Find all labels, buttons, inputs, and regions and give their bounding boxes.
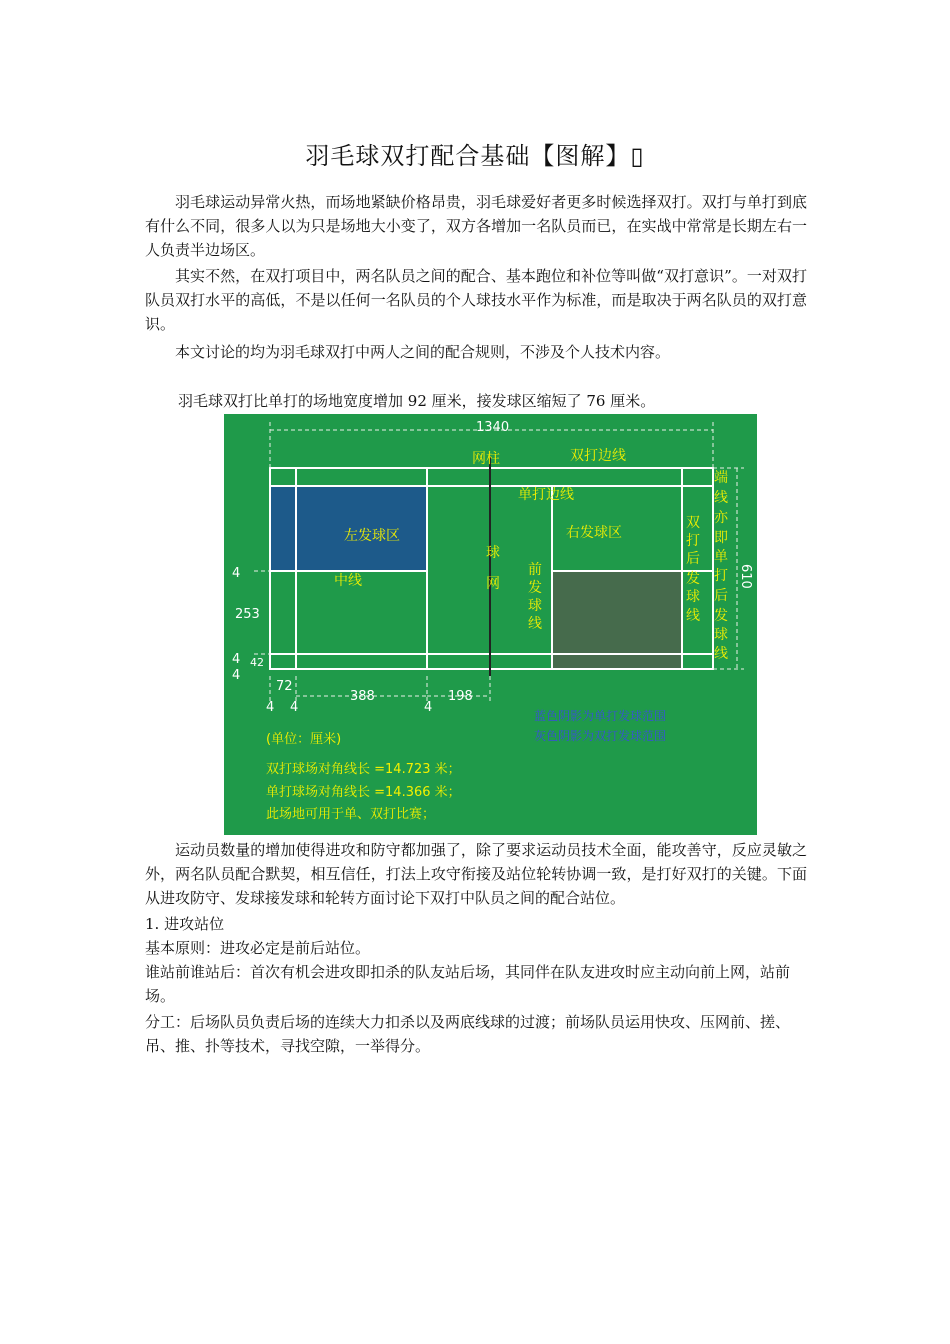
label-center-line: 中线	[334, 573, 362, 589]
dim-4-e: 4	[290, 700, 299, 715]
dim-width: 610	[738, 564, 753, 589]
label-back-4: 即	[714, 530, 728, 546]
note-usage: 此场地可用于单、双打比赛；	[266, 807, 436, 822]
label-back-5: 单	[714, 549, 728, 565]
label-net-post: 网柱	[472, 451, 500, 467]
dim-388: 388	[350, 689, 375, 704]
note-units: (单位：厘米)	[266, 732, 342, 747]
page-title	[0, 136, 950, 171]
body-paragraph: 运动员数量的增加使得进攻和防守都加强了，除了要求运动员技术全面，能攻善守，反应灵敏之外，两名队员配合默契，相互信任，打法上攻守衔接及站位轮转协调一致，是打好双打的关键。下面从进攻防守、发球接发球和轮转方面讨论下双打中队员之间的配合站位。	[145, 841, 807, 907]
label-dbl-back-1: 双	[686, 515, 700, 531]
label-back-10: 线	[714, 646, 728, 662]
label-back-1: 端	[714, 470, 728, 486]
label-front-line-3: 球	[528, 598, 542, 614]
label-back-8: 发	[714, 608, 728, 624]
dim-length: 1340	[476, 420, 510, 435]
label-dbl-back-2: 打	[686, 533, 700, 549]
court-diagram-svg	[224, 414, 757, 835]
label-net-2: 网	[486, 576, 500, 592]
legend-blue-note: 蓝色阴影为单打发球范围	[534, 709, 667, 723]
figure-caption: 羽毛球双打比单打的场地宽度增加 92 厘米，接发球区缩短了 76 厘米。	[178, 392, 656, 410]
position-line: 谁站前谁站后：首次有机会进攻即扣杀的队友站后场，其同伴在队友进攻时应主动向前上网，站前场。	[145, 963, 791, 1005]
label-dbl-back-4: 发	[686, 571, 700, 587]
title-trailing-glyph: ▯	[630, 142, 645, 170]
label-dbl-back-6: 线	[686, 608, 700, 624]
legend-grey-note: 灰色阴影为双打发球范围	[534, 729, 667, 743]
dim-4-c: 4	[232, 668, 241, 683]
label-doubles-sideline: 双打边线	[570, 448, 626, 464]
label-back-6: 打	[714, 568, 728, 584]
intro-paragraph-1: 羽毛球运动异常火热，而场地紧缺价格昂贵，羽毛球爱好者更多时候选择双打。双打与单打到底有什么不同，很多人以为只是场地大小变了，双方各增加一名队员而已，在实战中常常是长期左右一人负责半边场区。	[145, 193, 807, 259]
label-net-1: 球	[486, 545, 500, 561]
label-back-3: 亦	[714, 510, 728, 526]
label-front-line-2: 发	[528, 580, 542, 596]
label-dbl-back-5: 球	[686, 589, 700, 605]
label-back-7: 后	[714, 588, 728, 604]
label-singles-sideline: 单打边线	[518, 487, 574, 503]
label-back-2: 线	[714, 490, 728, 506]
division-line: 分工：后场队员负责后场的连续大力扣杀以及两底线球的过渡；前场队员运用快攻、压网前、搓、吊、推、扑等技术，寻找空隙，一举得分。	[145, 1013, 791, 1055]
title-text: 羽毛球双打配合基础【图解】	[305, 142, 631, 170]
dim-4-a: 4	[232, 566, 241, 581]
label-left-service-court: 左发球区	[344, 528, 400, 544]
intro-paragraph-2: 其实不然，在双打项目中，两名队员之间的配合、基本跑位和补位等叫做“双打意识”。一对双打队员双打水平的高低，不是以任何一名队员的个人球技水平作为标准，而是取决于两名队员的双打意识。	[145, 267, 807, 333]
dim-4-b: 4	[232, 652, 241, 667]
dim-253: 253	[235, 607, 260, 622]
label-front-line-4: 线	[528, 616, 542, 632]
dim-198: 198	[448, 689, 473, 704]
dim-42: 42	[250, 656, 264, 669]
label-right-service-court: 右发球区	[566, 525, 622, 541]
label-front-line-1: 前	[528, 562, 542, 578]
label-dbl-back-3: 后	[686, 551, 700, 567]
dim-72: 72	[276, 679, 293, 694]
dim-4-d: 4	[266, 700, 275, 715]
principle-line: 基本原则：进攻必定是前后站位。	[145, 939, 371, 957]
dim-4-f: 4	[424, 700, 433, 715]
court-diagram	[224, 414, 757, 835]
intro-paragraph-3: 本文讨论的均为羽毛球双打中两人之间的配合规则，不涉及个人技术内容。	[175, 343, 671, 361]
note-doubles-diagonal: 双打球场对角线长 =14.723 米；	[266, 762, 461, 777]
label-back-9: 球	[714, 627, 728, 643]
section-heading: 1. 进攻站位	[145, 915, 225, 933]
note-singles-diagonal: 单打球场对角线长 =14.366 米；	[266, 785, 461, 800]
